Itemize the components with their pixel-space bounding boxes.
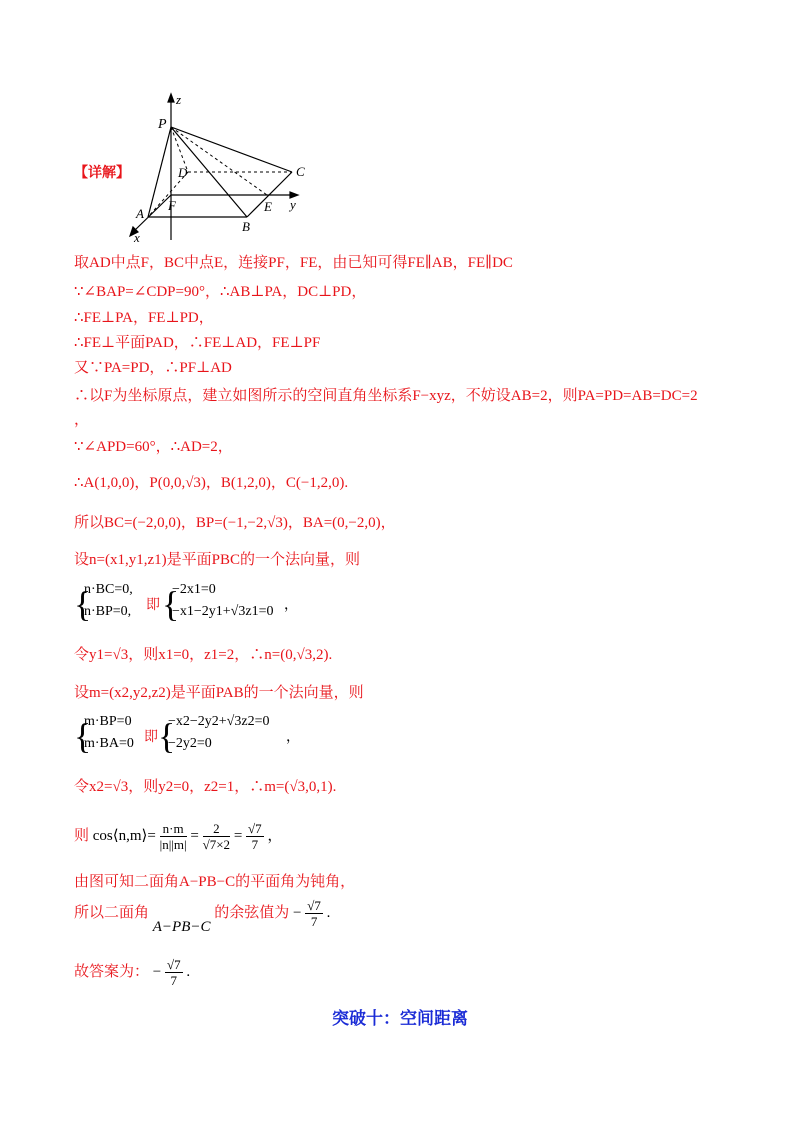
- line-7: ，: [74, 412, 90, 428]
- answer-num: √7: [307, 898, 321, 914]
- sys1-right-1: −2x1=0: [172, 582, 216, 597]
- pyramid-figure: [120, 90, 320, 245]
- sys1-tail: ，: [284, 598, 298, 613]
- label-C: C: [296, 164, 305, 179]
- line-10: 所以BC=(−2,0,0)，BP=(−1,−2,√3)，BA=(0,−2,0)，: [74, 515, 396, 531]
- label-P: P: [158, 117, 167, 132]
- cos-f3-num: √7: [248, 821, 262, 837]
- answer-den: 7: [310, 914, 318, 930]
- line-1: 取AD中点F，BC中点E，连接PF，FE，由已知可得FE∥AB，FE∥DC: [74, 255, 513, 271]
- sys1-ji: 即: [146, 598, 160, 613]
- line-4: ∴FE⊥平面PAD，∴FE⊥AD，FE⊥PF: [74, 335, 321, 351]
- cos-frac-1: [160, 821, 187, 852]
- cos-expr: cos⟨n,m⟩=: [92, 828, 156, 844]
- answer-dihedral: A−PB−C: [152, 919, 211, 935]
- label-D: D: [178, 165, 188, 180]
- sys1-right-2: −x1−2y1+√3z1=0: [172, 604, 274, 619]
- answer-prefix: 所以二面角: [74, 905, 150, 921]
- cos-f1-den: |n||m|: [159, 837, 187, 853]
- cos-tail: ，: [267, 828, 283, 844]
- cos-frac-3: [246, 821, 264, 852]
- final-num: √7: [166, 957, 181, 973]
- final-frac: [165, 957, 183, 988]
- cos-frac-2: [203, 821, 230, 852]
- line-13: 设m=(x2,y2,z2)是平面PAB的一个法向量，则: [74, 685, 364, 701]
- sys2-right-1: −x2−2y2+√3z2=0: [168, 714, 270, 729]
- label-B: B: [242, 219, 250, 234]
- answer-tail: .: [326, 905, 331, 921]
- line-3: ∴FE⊥PA，FE⊥PD，: [74, 310, 214, 326]
- label-x: x: [134, 230, 140, 245]
- sys1-left-2: n·BP=0,: [84, 604, 132, 619]
- final-prefix: 故答案为：: [74, 964, 150, 980]
- cos-f1-num: n·m: [160, 821, 187, 837]
- final-den: 7: [170, 973, 178, 989]
- sys2-tail: ，: [286, 730, 300, 745]
- final-sign: −: [152, 964, 162, 980]
- label-y: y: [290, 197, 296, 212]
- answer-mid: 的余弦值为: [214, 905, 290, 921]
- sys1-left-1: n·BC=0,: [84, 582, 133, 597]
- system-2: { m·BP=0 m·BA=0 即 { −x2−2y2+√3z2=0 −2y2=0 ，: [74, 714, 300, 756]
- answer-line: [74, 898, 330, 942]
- answer-frac: [305, 898, 323, 929]
- sys2-right-2: −2y2=0: [168, 736, 212, 751]
- cos-f2-den: √7×2: [202, 837, 231, 853]
- label-z: z: [176, 92, 182, 107]
- cos-f2-num: 2: [203, 821, 230, 837]
- line-6: ∴以F为坐标原点，建立如图所示的空间直角坐标系F−xyz，不妨设AB=2，则PA=PD=AB=DC=2: [74, 388, 698, 404]
- answer-sign: −: [293, 905, 302, 921]
- final-tail: .: [186, 964, 191, 980]
- detail-label: 【详解】: [74, 165, 130, 181]
- sys2-ji: 即: [144, 730, 158, 745]
- system-1: { n·BC=0, n·BP=0, 即 { −2x1=0 −x1−2y1+√3z1=0 ，: [74, 582, 298, 624]
- line-12: 令y1=√3，则x1=0，z1=2，∴n=(0,√3,2).: [74, 647, 333, 663]
- line-5: 又∵PA=PD，∴PF⊥AD: [74, 360, 232, 376]
- line-11: 设n=(x1,y1,z1)是平面PBC的一个法向量，则: [74, 552, 360, 568]
- line-15: 由图可知二面角A−PB−C的平面角为钝角，: [74, 874, 356, 890]
- line-2: ∵∠BAP=∠CDP=90°，∴AB⊥PA，DC⊥PD，: [74, 284, 367, 300]
- label-E: E: [264, 199, 272, 214]
- line-14: 令x2=√3，则y2=0，z2=1，∴m=(√3,0,1).: [74, 779, 337, 795]
- sys2-left-2: m·BA=0: [84, 736, 134, 751]
- cos-line: 则 cos⟨n,m⟩= $\frac{n\cdot m}{|n||m|}$ = $\frac{2}{√7\times 2}$ = $\frac{√7}{7}$ ，: [74, 821, 283, 853]
- cos-prefix: 则: [74, 828, 90, 844]
- line-9: ∴A(1,0,0)，P(0,0,√3)，B(1,2,0)，C(−1,2,0).: [74, 475, 349, 491]
- final-line: [74, 952, 190, 992]
- cos-f3-den: 7: [251, 837, 259, 853]
- section-title: 突破十：空间距离: [332, 1009, 468, 1029]
- label-A: A: [136, 206, 144, 221]
- label-F: F: [168, 198, 176, 213]
- line-8: ∵∠APD=60°，∴AD=2，: [74, 439, 233, 455]
- sys2-left-1: m·BP=0: [84, 714, 132, 729]
